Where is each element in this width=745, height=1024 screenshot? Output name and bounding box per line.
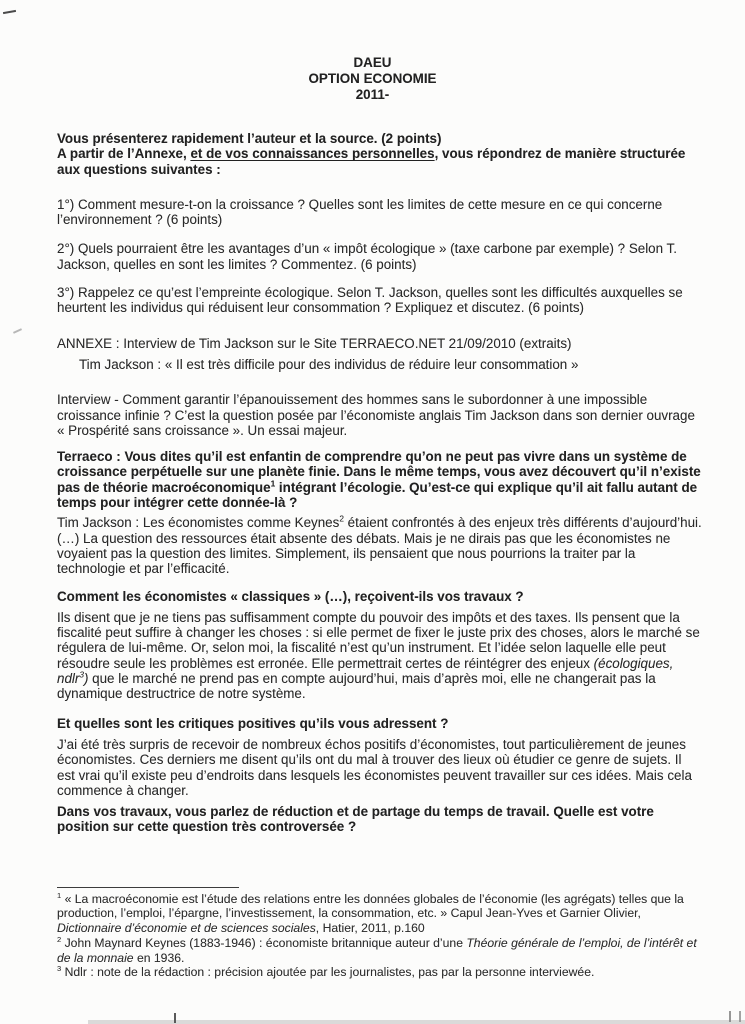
exam-instructions	[57, 131, 703, 177]
instruction-line-2: A partir de l’Annexe, et de vos connaissances personnelles, vous répondrez de manière structurée aux questions suivantes :	[57, 146, 686, 177]
header-institution: DAEU	[353, 55, 392, 70]
underlined-phrase: et de vos connaissances personnelles	[190, 146, 435, 162]
footnote-1: $^1$ « La macroéconomie est l’étude des relations entre les données globales de l’économie (les agrégats) telles que la production, l’emploi, l’épargne, l’investissement, la consommation, etc. » Capul Jean-Yves et Garnier Olivier, Dictionnaire d’économie et de sciences sociales, Hatier, 2011, p.160	[57, 890, 684, 936]
document-body	[0, 131, 745, 980]
header-option: OPTION ECONOMIE	[308, 71, 437, 86]
book-title-italic: Théorie générale de l’emploi, de l’intérêt et de la monnaie	[57, 935, 697, 965]
book-title-italic: Dictionnaire d’économie et de sciences sociales	[57, 921, 316, 936]
footnotes	[57, 892, 703, 980]
italic-aside: (écologiques, ndlr$^3$)	[57, 655, 674, 687]
footnote-separator-rule	[57, 887, 239, 888]
question-2: 2°) Quels pourraient être les avantages d’un « impôt écologique » (taxe carbone par exemple) ? Selon T. Jackson, quelles en sont les limites ? Commentez. (6 points)	[57, 241, 677, 272]
scan-artifact-top-left-dash	[3, 10, 16, 14]
annexe-section	[57, 336, 703, 373]
instruction-line-1: Vous présenterez rapidement l’auteur et la source. (2 points)	[57, 131, 442, 146]
footnote-ref-1: 1	[270, 478, 276, 489]
footnote-2: $^2$ John Maynard Keynes (1883-1946) : économiste britannique auteur d’une Théorie générale de l’emploi, de l’intérêt et de la monnaie en 1936.	[57, 934, 697, 965]
question-1: 1°) Comment mesure-t-on la croissance ? Quelles sont les limites de cette mesure en ce qui concerne l’environnement ? (6 points)	[57, 196, 663, 228]
footnote-3: $^3$ Ndlr : note de la rédaction : précision ajoutée par les journalistes, pas par la personne interviewée.	[57, 964, 595, 980]
jackson-answer-3: J’ai été très surpris de recevoir de nombreux échos positifs d’économistes, tout particulièrement de jeunes économistes. Ces derniers me disent qu’ils ont du mal à trouver des lieux où étudier ce genre de sujets. Il est vrai qu’il existe peu d’endroits dans lesquels les économistes peuvent travailler sur ces idées. Mais cela commence à changer.	[57, 736, 692, 798]
annexe-heading: ANNEXE : Interview de Tim Jackson sur le Site TERRAECO.NET 21/09/2010 (extraits)	[57, 335, 572, 351]
interviewer-question-4: Dans vos travaux, vous parlez de réduction et de partage du temps de travail. Quelle est votre position sur cette question très controversée ?	[57, 804, 654, 835]
annexe-quote: Tim Jackson : « Il est très difficile pour des individus de réduire leur consommation »	[79, 356, 579, 372]
interview-lead: Interview - Comment garantir l’épanouissement des hommes sans le subordonner à une impossible croissance infinie ? C’est la question posée par l’économiste anglais Tim Jackson dans son dernier ouvrage « Prospérité sans croissance ». Un essai majeur.	[57, 392, 695, 438]
scan-artifact-bottom-tick	[174, 1013, 176, 1023]
question-3: 3°) Rappelez ce qu’est l’empreinte écologique. Selon T. Jackson, quelles sont les difficultés auxquelles se heurtent les individus qui réduisent leur consommation ? Expliquez et discutez. (6 points)	[57, 285, 683, 316]
footnote-ref-2: 2	[339, 513, 344, 524]
jackson-answer-1: Tim Jackson : Les économistes comme Keynes$^2$ étaient confrontés à des enjeux très différents d’aujourd’hui. (…) La question des ressources était absente des débats. Mais je ne dirais pas que les économistes ne voyaient pas la question des limites. Simplement, ils pensaient que nous pourrions la traiter par la technologie et par l’efficacité.	[57, 513, 702, 577]
footnote-ref-3: 3	[79, 669, 84, 680]
terraeco-question-1: Terraeco : Vous dites qu’il est enfantin de comprendre qu’on ne peut pas vivre dans un système de croissance perpétuelle sur une planète finie. Dans le même temps, vous avez découvert qu’il n’existe pas de théorie macroéconomique$^1$ intégrant l’écologie. Qu’est-ce qui explique qu’il ait fallu autant de temps pour intégrer cette donnée-là ?	[57, 449, 701, 511]
interviewer-question-3: Et quelles sont les critiques positives qu’ils vous adressent ?	[57, 715, 449, 731]
scan-artifact-bottom-right-mark	[729, 1011, 741, 1022]
interviewer-question-2: Comment les économistes « classiques » (…), reçoivent-ils vos travaux ?	[57, 588, 524, 604]
scan-artifact-bottom-band	[88, 1020, 745, 1024]
jackson-answer-2: Ils disent que je ne tiens pas suffisamment compte du pouvoir des impôts et des taxes. Ils pensent que la fiscalité peut suffire à changer les choses : si elle permet de fixer le juste prix des choses, alors le marché se régulera de lui-même. Or, selon moi, la fiscalité n’est qu’un instrument. Et l’idée selon laquelle elle peut résoudre seule les problèmes est erronée. Elle permettrait certes de réintégrer des enjeux (écologiques, ndlr$^3$) que le marché ne prend pas en compte aujourd’hui, mais d’après moi, elle ne changerait pas la dynamique destructrice de notre système.	[57, 609, 700, 702]
document-header	[0, 55, 745, 103]
header-year: 2011-	[355, 87, 390, 102]
